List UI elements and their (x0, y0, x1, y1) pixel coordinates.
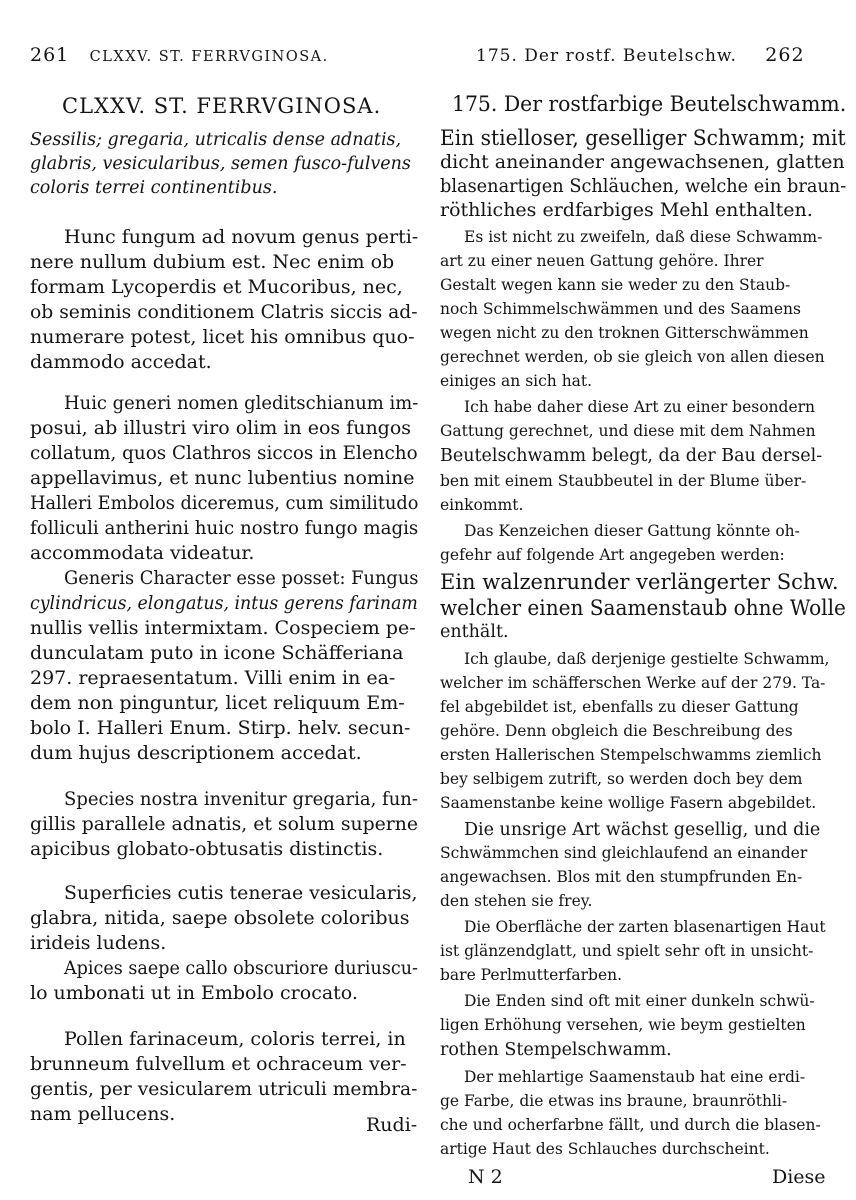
text-line: Die unsrige Art wächst gesellig, und die (464, 820, 821, 840)
text-line: Schwämmchen sind gleichlaufend an einander (440, 844, 808, 862)
text-line: Huic generi nomen gleditschianum im- (64, 392, 419, 414)
left-running-title: CLXXV. ST. FERRVGINOSA. (89, 49, 329, 65)
text-line: gerechnet werden, ob sie gleich von allen diesen (440, 348, 825, 366)
signature-mark: N 2 (468, 1166, 503, 1188)
text-line: Generis Character esse posset: Fungus (64, 567, 419, 589)
text-line: dunculatam puto in icone Schäfferiana (30, 642, 404, 664)
text-line: angewachsen. Blos mit den stumpfrunden En- (440, 868, 803, 886)
text-line: Superficies cutis tenerae vesicularis, (64, 882, 418, 904)
text-line: brunneum fulvellum et ochraceum ver- (30, 1053, 407, 1075)
text-line: Halleri Embolos diceremus, cum similitudo (30, 492, 419, 514)
text-line: Es ist nicht zu zweifeln, daß diese Schwamm- (464, 228, 823, 246)
text-line: artige Haut des Schlauches durchscheint. (440, 1140, 770, 1158)
text-line: gefehr auf folgende Art angegeben werden: (440, 546, 785, 564)
text-line: welcher einen Saamenstaub ohne Wolle (440, 596, 846, 620)
text-line: Der mehlartige Saamenstaub hat eine erdi- (464, 1068, 806, 1086)
text-line: gehöre. Denn obgleich die Beschreibung des (440, 722, 793, 740)
text-line: ben mit einem Staubbeutel in der Blume über- (440, 472, 807, 490)
text-line: wegen nicht zu den troknen Gitterschwämmen (440, 324, 809, 342)
right-running-head (476, 44, 805, 66)
text-line: apicibus globato-obtusatis distinctis. (30, 838, 384, 860)
text-line: Ein walzenrunder verlängerter Schw. (440, 570, 839, 594)
text-line: ob seminis conditionem Clatris siccis ad- (30, 301, 418, 323)
text-line: blasenartigen Schläuchen, welche ein braun- (440, 175, 847, 197)
text-line: Saamenstanbe keine wollige Fasern abgebildet. (440, 794, 817, 812)
text-line: einkommt. (440, 496, 524, 514)
text-line: folliculi antherini huic nostro fungo magis (30, 517, 419, 539)
text-line: Die Oberfläche der zarten blasenartigen Haut (464, 918, 826, 936)
text-line: ist glänzendglatt, und spielt sehr oft in unsicht- (440, 942, 814, 960)
text-line: glabra, nitida, saepe obsolete coloribus (30, 907, 410, 929)
text-line: bey selbigem zutrift, so werden doch bey dem (440, 770, 803, 788)
right-title: 175. Der rostfarbige Beutelschwamm. (452, 92, 847, 116)
text-line: gillis parallele adnatis, et solum superne (30, 813, 419, 835)
text-line: Pollen farinaceum, coloris terrei, in (64, 1028, 406, 1050)
text-line: enthält. (440, 622, 509, 642)
left-page-number: 261 (30, 44, 70, 66)
left-running-head (30, 44, 329, 66)
text-line: Gattung gerechnet, und diese mit dem Nahmen (440, 422, 816, 440)
text-line: collatum, quos Clathros siccos in Elencho (30, 442, 418, 464)
text-line: Ich habe daher diese Art zu einer besondern (464, 398, 816, 416)
text-line: posui, ab illustri viro olim in eos fungos (30, 417, 412, 439)
text-line: Apices saepe callo obscuriore duriuscu- (64, 957, 418, 979)
text-line: nam pellucens. (30, 1103, 176, 1125)
text-line: cylindricus, elongatus, intus gerens farinam (30, 592, 418, 614)
text-line: dammodo accedat. (30, 351, 212, 373)
text-line: Sessilis; gregaria, utricalis dense adnatis, (30, 130, 402, 150)
text-line: röthliches erdfarbiges Mehl enthalten. (440, 199, 813, 221)
text-line: dem non pinguntur, licet reliquum Em- (30, 692, 405, 714)
text-line: Gestalt wegen kann sie weder zu den Staub- (440, 276, 791, 294)
text-line: Hunc fungum ad novum genus perti- (64, 226, 419, 248)
text-line: ge Farbe, die etwas ins braune, braunröthli- (440, 1092, 788, 1110)
text-line: welcher im schäfferschen Werke auf der 279. Ta- (440, 674, 826, 692)
text-line: dum hujus descriptionem accedat. (30, 742, 362, 764)
text-line: 297. repraesentatum. Villi enim in ea- (30, 667, 396, 689)
text-line: lo umbonati ut in Embolo crocato. (30, 982, 358, 1004)
text-line: accommodata videatur. (30, 542, 255, 564)
text-line: art zu einer neuen Gattung gehöre. Ihrer (440, 252, 764, 270)
text-line: nere nullum dubium est. Nec enim ob (30, 251, 395, 273)
text-line: rothen Stempelschwamm. (440, 1040, 672, 1060)
right-running-title: 175. Der rostf. Beutelschw. (476, 46, 737, 66)
text-line: Species nostra invenitur gregaria, fun- (64, 788, 418, 810)
right-page-number: 262 (765, 44, 805, 66)
text-line: irideis ludens. (30, 932, 167, 954)
text-line: fel abgebildet ist, ebenfalls zu dieser Gattung (440, 698, 799, 716)
text-line: Die Enden sind oft mit einer dunkeln schwü- (464, 992, 815, 1010)
text-line: ligen Erhöhung versehen, wie beym gestielten (440, 1016, 806, 1034)
text-line: formam Lycoperdis et Mucoribus, nec, (30, 276, 403, 298)
text-line: Beutelschwamm belegt, da der Bau dersel- (440, 446, 823, 466)
text-line: bare Perlmutterfarben. (440, 966, 623, 984)
text-line: Ein stielloser, geselliger Schwamm; mit (440, 126, 846, 150)
text-line: einiges an sich hat. (440, 372, 593, 390)
text-line: appellavimus, et nunc lubentius nomine (30, 467, 415, 489)
text-line: Das Kenzeichen dieser Gattung könnte oh- (464, 522, 800, 540)
text-line: glabris, vesicularibus, semen fusco-fulvens (30, 154, 411, 174)
text-line: numerare potest, licet his omnibus quo- (30, 326, 415, 348)
text-line: coloris terrei continentibus. (30, 178, 278, 198)
text-line: gentis, per vesicularem utriculi membra- (30, 1078, 418, 1100)
text-line: ersten Hallerischen Stempelschwamms ziemlich (440, 746, 822, 764)
text-line: Ich glaube, daß derjenige gestielte Schwamm, (464, 650, 830, 668)
text-line: dicht aneinander angewachsenen, glatten (440, 151, 845, 173)
left-title: CLXXV. ST. FERRVGINOSA. (62, 94, 382, 118)
text-line: bolo I. Halleri Enum. Stirp. helv. secun- (30, 717, 411, 739)
text-line: che und ocherfarbne fällt, und durch die blasen- (440, 1116, 821, 1134)
text-line: noch Schimmelschwämmen und des Saamens (440, 300, 801, 318)
right-catchword: Diese (772, 1166, 826, 1188)
text-line: nullis vellis intermixtam. Cospeciem pe- (30, 617, 416, 639)
text-line: den stehen sie frey. (440, 892, 593, 910)
left-catchword: Rudi- (366, 1114, 418, 1136)
